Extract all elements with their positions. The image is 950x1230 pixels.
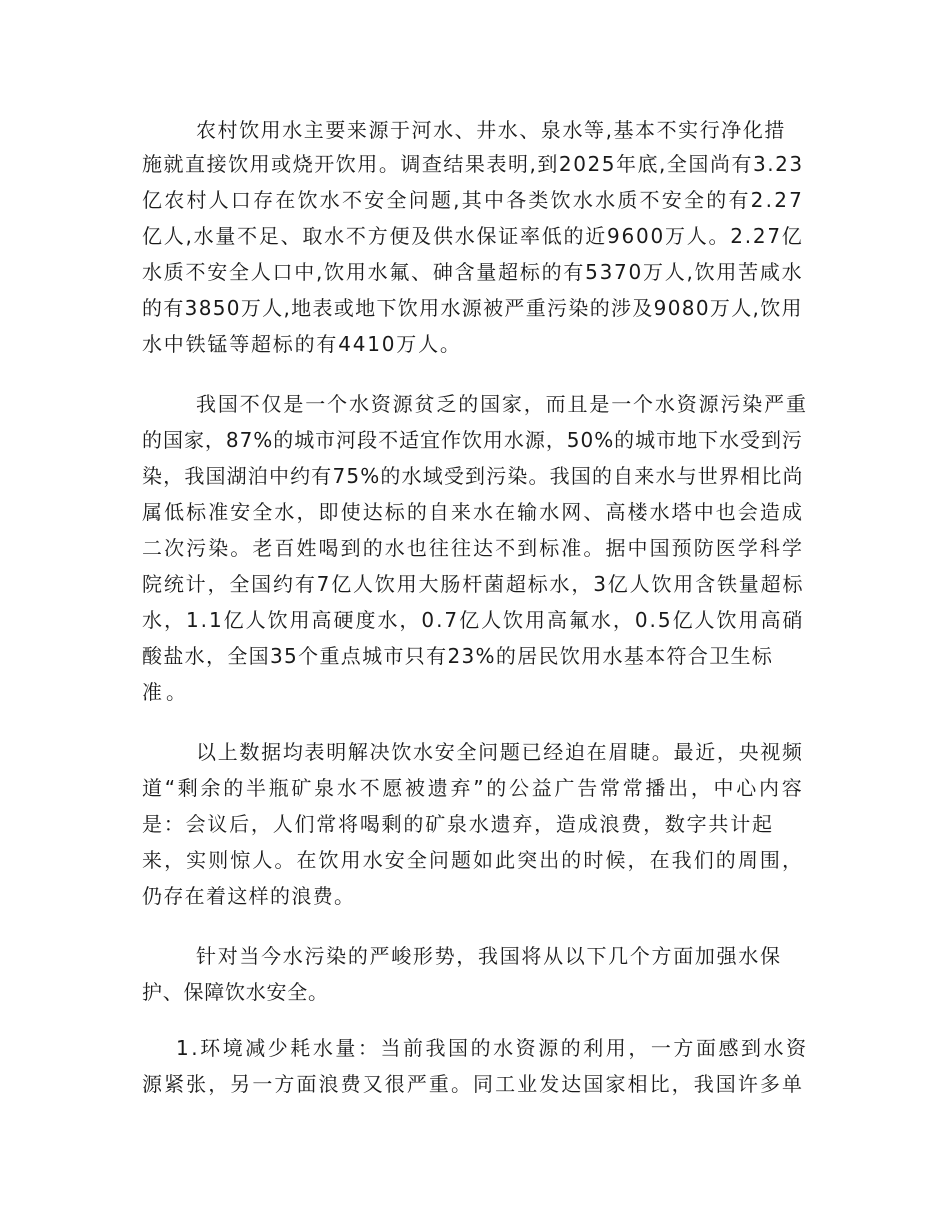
text-line: 以上数据均表明解决饮水安全问题已经迫在眉睫。最近，央视频 [196, 740, 804, 764]
text-line: 护、保障饮水安全。 [142, 980, 329, 1004]
text-line: 农村饮用水主要来源于河水、井水、泉水等,基本不实行净化措 [196, 118, 786, 142]
text-line: 源紧张，另一方面浪费又很严重。同工业发达国家相比，我国许多单 [142, 1072, 805, 1096]
text-line: 亿农村人口存在饮水不安全问题,其中各类饮水水质不安全的有2.27 [142, 188, 805, 212]
text-line: 1.环境减少耗水量：当前我国的水资源的利用，一方面感到水资 [176, 1036, 809, 1060]
text-line: 染，我国湖泊中约有75%的水域受到污染。我国的自来水与世界相比尚 [142, 464, 804, 488]
text-line: 的有3850万人,地表或地下饮用水源被严重污染的涉及9080万人,饮用 [142, 296, 803, 320]
text-line: 准。 [142, 680, 190, 704]
text-line: 亿人,水量不足、取水不方便及供水保证率低的近9600万人。2.27亿 [142, 224, 804, 248]
text-line: 属低标准安全水，即使达标的自来水在输水网、高楼水塔中也会造成 [142, 500, 805, 524]
text-line: 来，实则惊人。在饮用水安全问题如此突出的时候，在我们的周围， [142, 848, 805, 872]
text-line: 水中铁锰等超标的有4410万人。 [142, 332, 462, 356]
text-line: 二次污染。老百姓喝到的水也往往达不到标准。据中国预防医学科学 [142, 536, 805, 560]
text-line: 的国家，87%的城市河段不适宜作饮用水源，50%的城市地下水受到污 [142, 428, 803, 452]
text-line: 水质不安全人口中,饮用水氟、砷含量超标的有5370万人,饮用苦咸水 [142, 260, 804, 284]
text-line: 是：会议后，人们常将喝剩的矿泉水遗弃，造成浪费，数字共计起 [142, 812, 774, 836]
text-line: 道“剩余的半瓶矿泉水不愿被遗弃”的公益广告常常播出，中心内容 [142, 776, 805, 800]
text-line: 酸盐水，全国35个重点城市只有23%的居民饮用水基本符合卫生标 [142, 644, 774, 668]
text-line: 院统计，全国约有7亿人饮用大肠杆菌超标水，3亿人饮用含铁量超标 [142, 572, 805, 596]
text-line: 水，1.1亿人饮用高硬度水，0.7亿人饮用高氟水，0.5亿人饮用高硝 [142, 608, 805, 632]
text-line: 施就直接饮用或烧开饮用。调查结果表明,到2025年底,全国尚有3.23 [142, 152, 804, 176]
text-line: 针对当今水污染的严峻形势，我国将从以下几个方面加强水保 [196, 944, 782, 968]
text-line: 仍存在着这样的浪费。 [142, 884, 356, 908]
text-line: 我国不仅是一个水资源贫乏的国家，而且是一个水资源污染严重 [196, 392, 808, 416]
